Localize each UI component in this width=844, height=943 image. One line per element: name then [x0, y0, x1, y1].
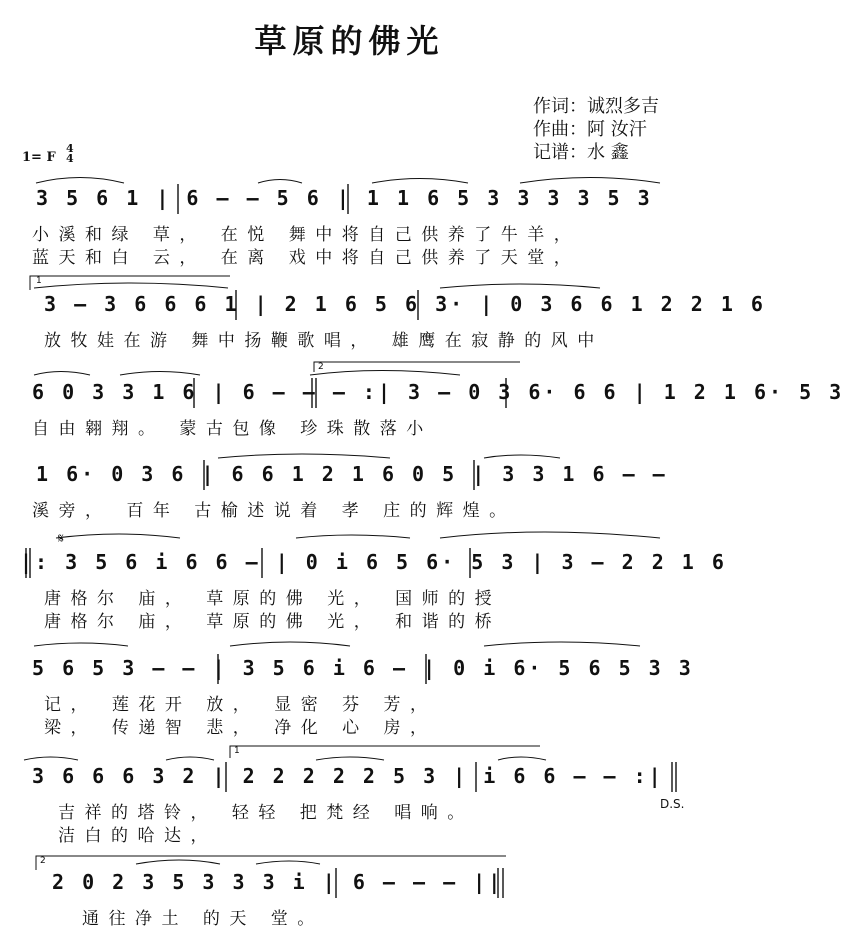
- system-5-lyrics-verse-2: 唐格尔 庙， 草原的佛 光， 和谐的桥: [44, 612, 502, 632]
- system-3-notes: 6 0 3 3 1 6 | 6 — — — :| 3 — 0 3 6· 6 6 | 1 2 1 6· 5 3: [32, 380, 844, 404]
- composer-credit: 作曲：阿 汝汗: [533, 119, 647, 140]
- system-8-notes: 2 0 2 3 5 3 3 3 i | 6 — — — ||: [52, 870, 504, 894]
- lyricist-credit: 作词：诚烈多吉: [533, 96, 659, 117]
- ds-marking: D.S.: [660, 797, 685, 811]
- system-4-lyrics: 溪旁， 百年 古榆述说着 孝 庄的辉煌。: [32, 501, 516, 521]
- system-6-notes: 5 6 5 3 — — | 3 5 6 i 6 — | 0 i 6· 5 6 5 3 3: [32, 656, 694, 680]
- system-2-lyrics: 放牧娃在游 舞中扬鞭歌唱， 雄鹰在寂静的风中: [44, 331, 604, 351]
- system-7-lyrics-verse-2: 洁白的哈达，: [58, 826, 217, 846]
- volta-2-label-b: 2: [40, 856, 46, 866]
- system-5-notes: |: 3 5 6 i 6 6 — | 0 i 6 5 6· 5 3 | 3 — 2 2 1 6: [20, 550, 727, 574]
- volta-1-label: 1: [36, 276, 42, 286]
- notation-credit: 记谱：水 鑫: [533, 142, 629, 163]
- system-1-lyrics-verse-1: 小溪和绿 草， 在悦 舞中将自己供养了牛羊，: [32, 225, 581, 245]
- system-7-lyrics-verse-1: 吉祥的塔铃， 轻轻 把梵经 唱响。: [58, 803, 474, 823]
- system-5-lyrics-verse-1: 唐格尔 庙， 草原的佛 光， 国师的授: [44, 589, 502, 609]
- system-3-lyrics: 自由翱翔。 蒙古包像 珍珠散落小: [32, 419, 433, 439]
- key-signature: 1= F: [22, 150, 56, 165]
- song-title: 草原的佛光: [254, 22, 445, 60]
- volta-2-label: 2: [318, 362, 324, 372]
- system-6-lyrics-verse-2: 梁， 传递智 悲， 净化 心 房，: [44, 718, 437, 738]
- time-signature-top: 4: [66, 142, 74, 155]
- system-7-notes: 3 6 6 6 3 2 | 2 2 2 2 2 5 3 | i 6 6 — — :|: [32, 764, 664, 788]
- system-1-notes: 3 5 6 1 | 6 — — 5 6 | 1 1 6 5 3 3 3 3 5 3: [36, 186, 653, 210]
- time-signature-bottom: 4: [66, 152, 74, 165]
- segno-sign: 𝄋: [58, 531, 65, 547]
- system-4-notes: 1 6· 0 3 6 | 6 6 1 2 1 6 0 5 | 3 3 1 6 — —: [36, 462, 668, 486]
- system-6-lyrics-verse-1: 记， 莲花开 放， 显密 芬 芳，: [44, 695, 437, 715]
- system-8-lyrics: 通往净土 的天 堂。: [82, 909, 324, 929]
- system-1-lyrics-verse-2: 蓝天和白 云， 在离 戏中将自己供养了天堂，: [32, 248, 581, 268]
- system-2-notes: 3 — 3 6 6 6 1 | 2 1 6 5 6 3· | 0 3 6 6 1 2 2 1 6: [44, 292, 766, 316]
- volta-1-label-b: 1: [234, 746, 240, 756]
